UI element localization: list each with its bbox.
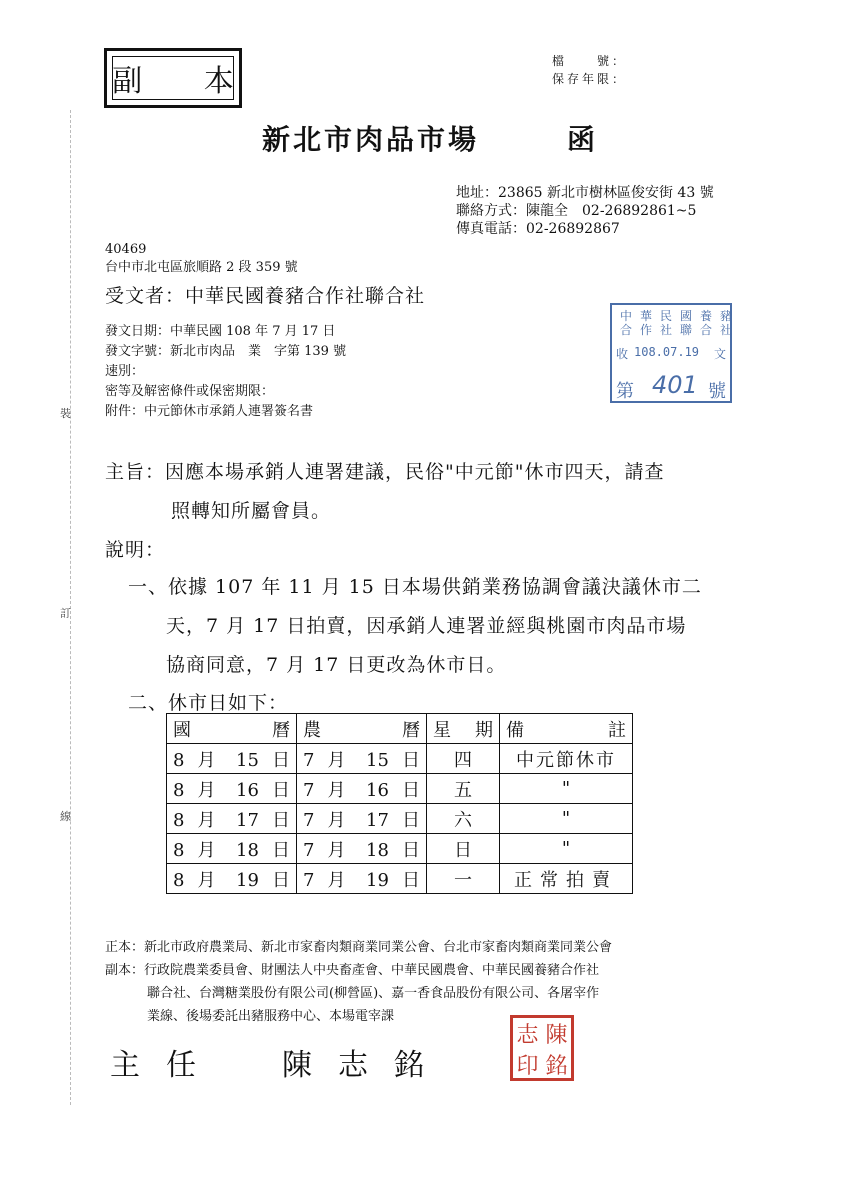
- stamp-org-line1: 中華民國養豬: [620, 309, 741, 323]
- cell-note: ": [500, 804, 633, 834]
- stamp-number: 401: [652, 371, 698, 399]
- distribution-copy-line1: 副本：行政院農業委員會、財團法人中央畜產會、中華民國農會、中華民國養豬合作社: [105, 963, 600, 978]
- cell-note: 正常拍賣: [500, 864, 633, 894]
- recipient-address: 台中市北屯區旅順路 2 段 359 號: [105, 260, 298, 275]
- seal-char: 陳: [545, 1023, 568, 1048]
- seal-char: 印: [516, 1054, 539, 1079]
- director-signature-text: [110, 1040, 450, 1084]
- cell-weekday: 六: [427, 804, 500, 834]
- table-row: [167, 774, 633, 804]
- field-secrecy: 密等及解密條件或保密期限：: [105, 384, 275, 399]
- table-row: [167, 864, 633, 894]
- cell-gregorian: 8 月 18 日: [167, 834, 297, 864]
- subject-line-1: 主旨：因應本場承銷人連署建議，民俗"中元節"休市四天，請查: [105, 461, 665, 483]
- document-title-type: 函: [567, 123, 596, 156]
- cell-note: 中元節休市: [500, 744, 633, 774]
- table-row: [167, 804, 633, 834]
- stamp-org-line2: 合作社聯合社: [620, 323, 741, 337]
- margin-mark-ding: 訂: [60, 607, 71, 620]
- document-title-org: 新北市肉品市場: [262, 123, 480, 156]
- director-title: 主任: [110, 1048, 222, 1083]
- cell-gregorian: 8 月 19 日: [167, 864, 297, 894]
- explanation-item1-line1: 一、依據 107 年 11 月 15 日本場供銷業務協調會議決議休市二: [128, 576, 702, 598]
- recipient-name: 受文者：中華民國養豬合作社聯合社: [105, 285, 426, 307]
- cell-lunar: 7 月 16 日: [297, 774, 427, 804]
- table-row: [167, 744, 633, 774]
- margin-mark-xian: 線: [60, 810, 71, 823]
- cell-gregorian: 8 月 15 日: [167, 744, 297, 774]
- distribution-copy-line3: 業線、後場委託出豬服務中心、本場電宰課: [147, 1009, 395, 1024]
- recipient-postcode: 40469: [105, 242, 147, 257]
- header-weekday: 星期: [427, 714, 500, 744]
- explanation-item2: 二、休市日如下：: [128, 692, 289, 714]
- field-issue-date: 發文日期：中華民國 108 年 7 月 17 日: [105, 324, 336, 339]
- cell-lunar: 7 月 15 日: [297, 744, 427, 774]
- stamp-wen: 文: [713, 347, 726, 361]
- cell-gregorian: 8 月 16 日: [167, 774, 297, 804]
- retention-label: 保存年限：: [552, 72, 628, 86]
- cell-note: ": [500, 834, 633, 864]
- sender-address: 地址：23865 新北市樹林區俊安街 43 號: [456, 185, 714, 201]
- cell-weekday: 一: [427, 864, 500, 894]
- copy-label-box: [104, 48, 260, 108]
- cell-weekday: 五: [427, 774, 500, 804]
- official-seal: [510, 1015, 574, 1081]
- stamp-hao: 號: [708, 381, 726, 402]
- cell-gregorian: 8 月 17 日: [167, 804, 297, 834]
- cell-weekday: 四: [427, 744, 500, 774]
- field-speed: 速別：: [105, 364, 145, 379]
- receipt-stamp: [610, 303, 741, 403]
- header-note: 備 註: [500, 714, 633, 744]
- header-gregorian: 國 曆: [167, 714, 297, 744]
- subject-line-2: 照轉知所屬會員。: [171, 500, 332, 522]
- stamp-di: 第: [616, 381, 634, 402]
- explanation-label: 說明：: [105, 539, 166, 561]
- sender-contact: 聯絡方式：陳龍全 02-26892861~5: [456, 203, 697, 219]
- table-header-row: [167, 714, 633, 744]
- distribution-main: 正本：新北市政府農業局、新北市家畜肉類商業同業公會、台北市家畜肉類商業同業公會: [105, 940, 613, 955]
- cell-lunar: 7 月 18 日: [297, 834, 427, 864]
- cell-lunar: 7 月 19 日: [297, 864, 427, 894]
- distribution-copy-line2: 聯合社、台灣糖業股份有限公司(柳營區)、嘉一香食品股份有限公司、各屠宰作: [147, 986, 600, 1001]
- sender-fax: 傳真電話：02-26892867: [456, 221, 620, 237]
- stamp-shou: 收: [616, 347, 629, 361]
- cell-lunar: 7 月 17 日: [297, 804, 427, 834]
- stamp-date: 108.07.19: [634, 345, 700, 359]
- director-name: 陳志銘: [282, 1048, 450, 1083]
- table-row: [167, 834, 633, 864]
- copy-label: 副 本: [112, 56, 234, 100]
- cell-note: ": [500, 774, 633, 804]
- seal-char: 志: [516, 1023, 539, 1048]
- explanation-item1-line3: 協商同意，7 月 17 日更改為休市日。: [166, 654, 507, 676]
- field-document-number: 發文字號：新北市肉品 業 字第 139 號: [105, 344, 347, 359]
- explanation-item1-line2: 天，7 月 17 日拍賣，因承銷人連署並經與桃園市肉品市場: [166, 615, 687, 637]
- seal-char: 銘: [545, 1054, 568, 1079]
- field-attachment: 附件：中元節休市承銷人連署簽名書: [105, 404, 314, 419]
- cell-weekday: 日: [427, 834, 500, 864]
- header-lunar: 農 曆: [297, 714, 427, 744]
- closure-schedule-table: [166, 713, 633, 894]
- file-number-label: 檔 號：: [552, 54, 628, 68]
- margin-mark-zhuang: 裝: [60, 407, 71, 420]
